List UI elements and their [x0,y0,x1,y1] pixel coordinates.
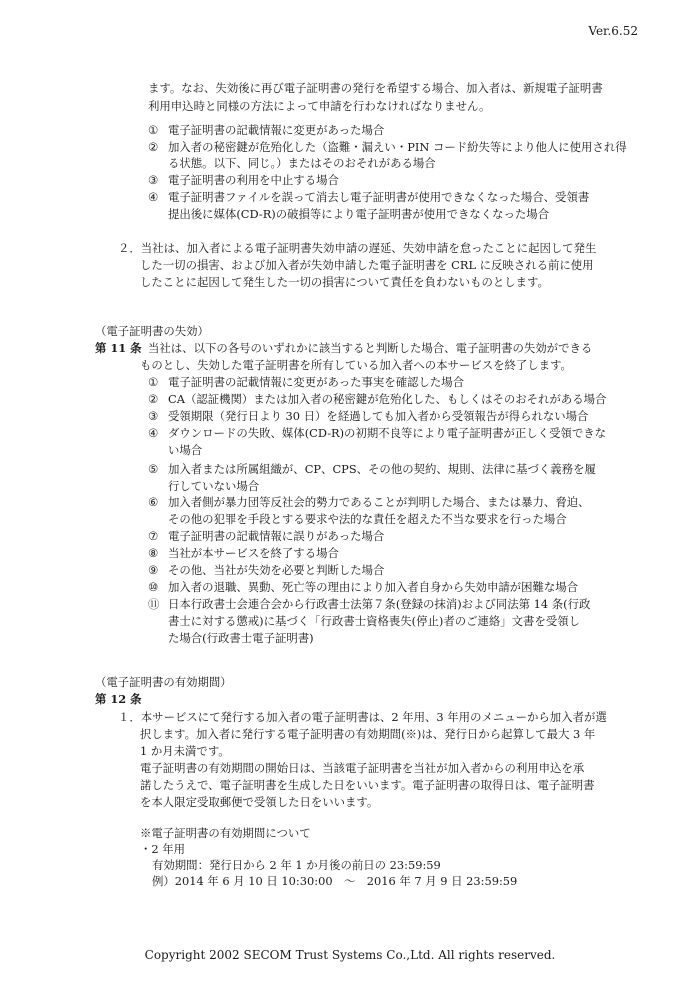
list-item: ⑥ 加入者側が暴力団等反社会的勢力であることが判明した場合、または暴力、脅迫、 [148,495,590,509]
paragraph-line: した一切の損害、および加入者が失効申請した電子証明書を CRL に反映される前に使用 [140,258,594,272]
paragraph-line: 諾したうえで、電子証明書を生成した日をいいます。電子証明書の取得日は、電子証明書 [140,778,595,792]
list-item-continuation: る状態。以下、同じ。）またはそのおそれがある場合 [168,156,436,170]
paragraph-line: ものとし、失効した電子証明書を所有している加入者への本サービスを終了します。 [140,358,572,372]
list-item: ⑤ 加入者または所属組織が、CP、CPS、その他の契約、規則、法律に基づく義務を履 [148,462,596,476]
list-item-continuation: 行していない場合 [168,479,260,493]
note-example: 例）2014 年 6 月 10 日 10:30:00 ～ 2016 年 7 月 9 日 23:59:59 [152,874,518,888]
list-item: ⑧ 当社が本サービスを終了する場合 [148,546,339,560]
list-item-continuation: た場合(行政書士電子証明書) [168,631,314,645]
list-item-continuation: その他の犯罪を手段とする要求や法的な責任を超えた不当な要求を行った場合 [168,512,567,526]
list-item: ⑩ 加入者の退職、異動、死亡等の理由により加入者自身から失効申請が困難な場合 [148,580,579,594]
list-item: ④ 電子証明書ファイルを誤って消去し電子証明書が使用できなくなった場合、受領書 [148,190,590,204]
paragraph-line: したことに起因して発生した一切の損害について責任を負わないものとします。 [140,275,549,289]
list-item: ① 電子証明書の記載情報に変更があった事実を確認した場合 [148,375,465,389]
article-caption: （電子証明書の失効） [95,324,209,338]
list-item: ② 加入者の秘密鍵が危殆化した（盗難・漏えい・PIN コード紛失等により他人に使用され得 [148,140,627,154]
paragraph-line: を本人限定受取郵便で受領した日をいいます。 [140,795,379,809]
list-item: ② CA（認証機関）または加入者の秘密鍵が危殆化した、もしくはそのおそれがある場合 [148,392,607,406]
note-title: ※電子証明書の有効期間について [140,826,311,840]
article-number: 第 11 条 [95,341,142,355]
article-number: 第 12 条 [95,692,142,706]
article-caption: （電子証明書の有効期間） [95,675,232,689]
paragraph-line: 電子証明書の有効期間の開始日は、当該電子証明書を当社が加入者からの利用申込を承 [140,761,585,775]
list-item-continuation: 提出後に媒体(CD-R)の破損等により電子証明書が使用できなくなった場合 [168,207,550,221]
paragraph-line: 1 か月未満です。 [140,744,230,758]
paragraph-line: ます。なお、失効後に再び電子証明書の発行を希望する場合、加入者は、新規電子証明書 [148,81,603,95]
list-item: ③ 受領期限（発行日より 30 日）を経過しても加入者から受領報告が得られない場合 [148,409,589,423]
note-bullet: ・2 年用 [140,842,186,856]
list-item: ④ ダウンロードの失敗、媒体(CD-R)の初期不良等により電子証明書が正しく受領できな [148,426,607,440]
list-item: ⑦ 電子証明書の記載情報に誤りがあった場合 [148,529,385,543]
list-item: ⑨ その他、当社が失効を必要と判断した場合 [148,563,385,577]
copyright-footer: Copyright 2002 SECOM Trust Systems Co.,Ltd. All rights reserved. [144,948,556,962]
version-label: Ver.6.52 [588,24,638,38]
paragraph-line: 択します。加入者に発行する電子証明書の有効期間(※)は、発行日から起算して最大 3 年 [140,727,596,741]
paragraph-line: １．本サービスにて発行する加入者の電子証明書は、2 年用、3 年用のメニューから加入者が選 [118,710,607,724]
list-item: ⑪ 日本行政書士会連合会から行政書士法第７条(登録の抹消)および同法第 14 条(行政 [148,597,591,611]
list-item: ① 電子証明書の記載情報に変更があった場合 [148,123,385,137]
list-item: ③ 電子証明書の利用を中止する場合 [148,173,339,187]
list-item-continuation: 書士に対する懲戒)に基づく「行政書士資格喪失(停止)者のご連絡」文書を受領し [168,614,581,628]
paragraph-line: 当社は、以下の各号のいずれかに該当すると判断した場合、電子証明書の失効ができる [148,341,593,355]
paragraph-line: 利用申込時と同様の方法によって申請を行わなければなりません。 [148,99,491,113]
paragraph-line: ２．当社は、加入者による電子証明書失効申請の遅延、失効申請を怠ったことに起因して発生 [118,241,597,255]
note-period: 有効期間：発行日から 2 年 1 か月後の前日の 23:59:59 [152,858,441,872]
list-item-continuation: い場合 [168,443,203,457]
